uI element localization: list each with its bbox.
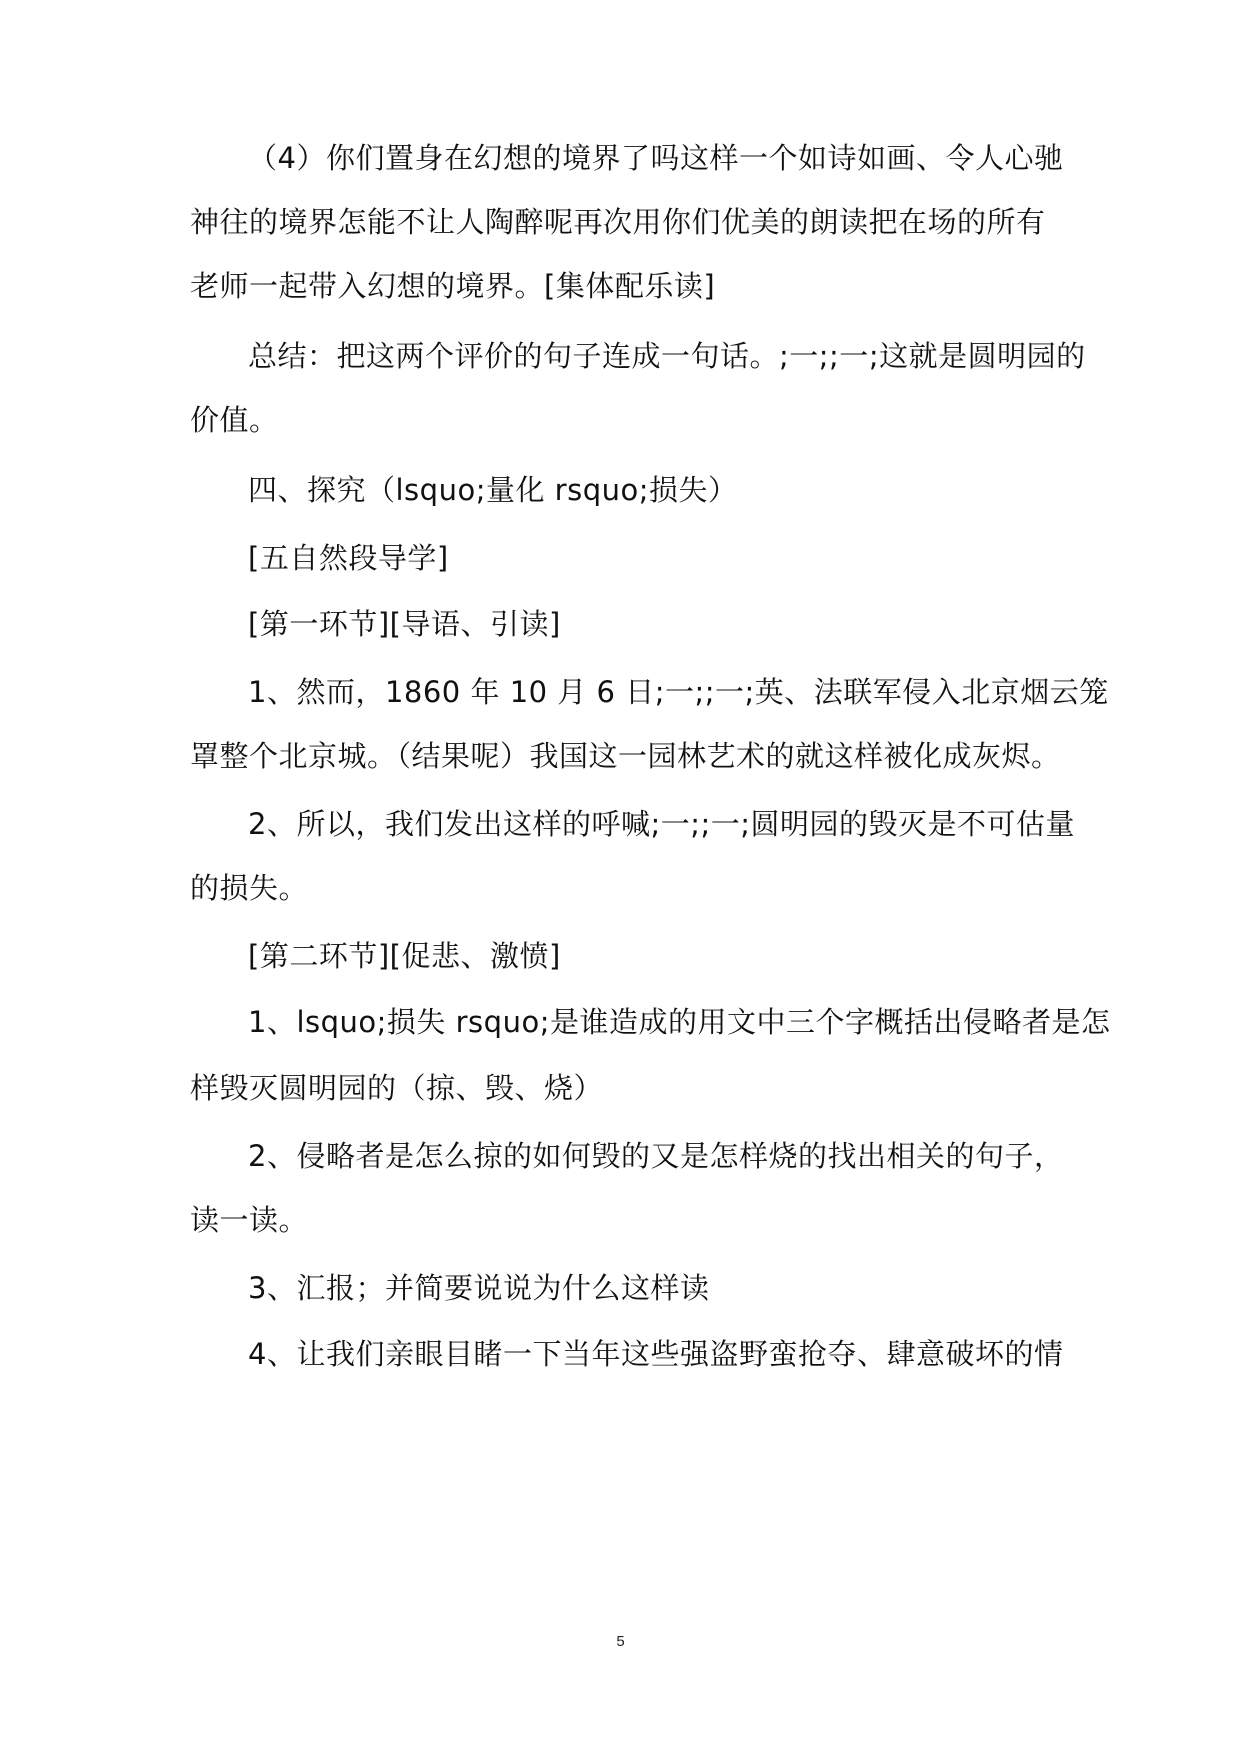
paragraph-line: 总结：把这两个评价的句子连成一句话。;一;;一;这就是圆明园的 <box>248 339 1086 373</box>
paragraph-line: 罩整个北京城。（结果呢）我国这一园林艺术的就这样被化成灰烬。 <box>190 739 1061 773</box>
paragraph-line: 1、然而，1860 年 10 月 6 日;一;;一;英、法联军侵入北京烟云笼 <box>248 675 1109 709</box>
section-heading: 四、探究（lsquo;量化 rsquo;损失） <box>248 473 738 507</box>
paragraph-line: 4、让我们亲眼目睹一下当年这些强盗野蛮抢夺、肆意破坏的情 <box>248 1337 1064 1371</box>
paragraph-line: 样毁灭圆明园的（掠、毁、烧） <box>190 1071 604 1105</box>
paragraph-line: 2、所以，我们发出这样的呼喊;一;;一;圆明园的毁灭是不可估量 <box>248 807 1076 841</box>
paragraph-line: 1、lsquo;损失 rsquo;是谁造成的用文中三个字概括出侵略者是怎 <box>248 1005 1111 1039</box>
page-number: 5 <box>616 1633 625 1650</box>
paragraph-line: 老师一起带入幻想的境界。[集体配乐读] <box>190 269 716 303</box>
paragraph-line: 神往的境界怎能不让人陶醉呢再次用你们优美的朗读把在场的所有 <box>190 205 1046 239</box>
paragraph-line: 的损失。 <box>190 871 309 905</box>
paragraph-line: 价值。 <box>190 403 279 437</box>
paragraph-line: （4）你们置身在幻想的境界了吗这样一个如诗如画、令人心驰 <box>248 141 1064 175</box>
paragraph-line: 2、侵略者是怎么掠的如何毁的又是怎样烧的找出相关的句子， <box>248 1139 1064 1173</box>
section-subheading: [五自然段导学] <box>248 541 449 575</box>
paragraph-line: 3、汇报；并简要说说为什么这样读 <box>248 1271 710 1305</box>
paragraph-line: 读一读。 <box>190 1203 309 1237</box>
section-subheading: [第一环节][导语、引读] <box>248 607 561 641</box>
section-subheading: [第二环节][促悲、激愤] <box>248 939 561 973</box>
